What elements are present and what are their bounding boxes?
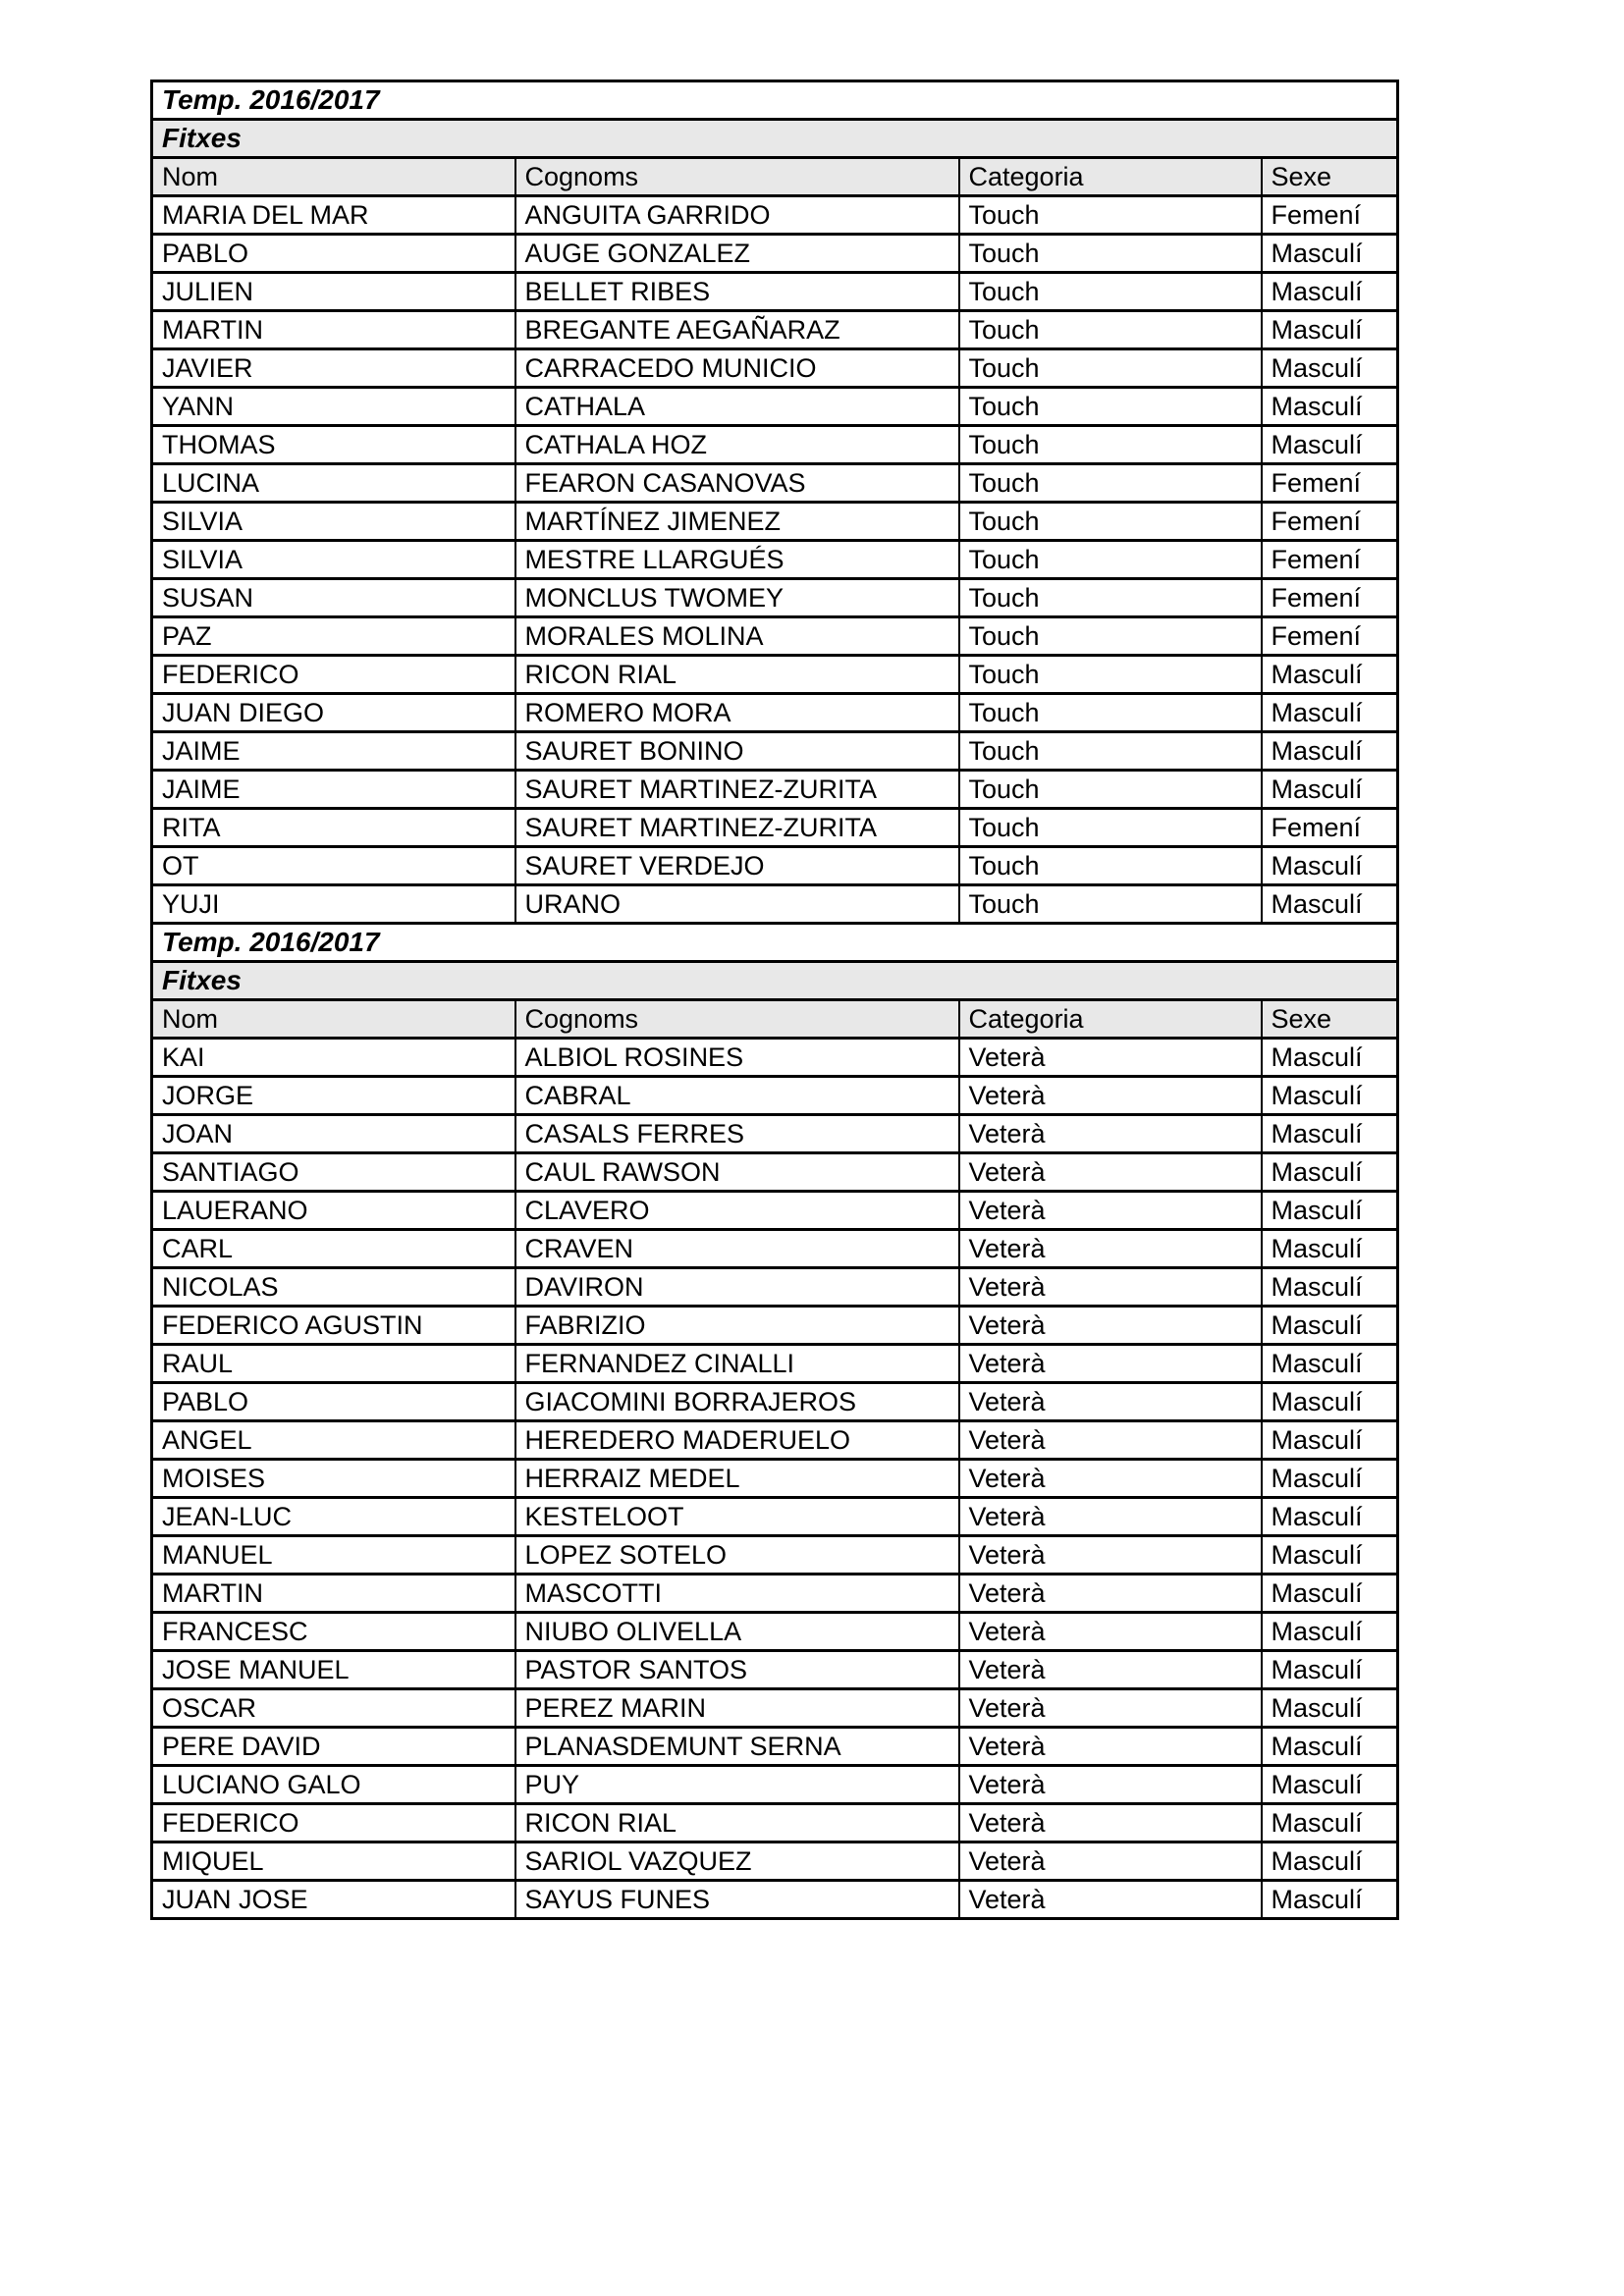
player-cognoms: ALBIOL ROSINES: [515, 1039, 959, 1077]
data-row: [152, 1613, 1398, 1651]
player-categoria: Veterà: [959, 1268, 1262, 1307]
player-categoria: Touch: [959, 694, 1262, 732]
player-sexe: Masculí: [1262, 656, 1398, 694]
player-cognoms: ANGUITA GARRIDO: [515, 196, 959, 235]
player-nom: OT: [152, 847, 515, 885]
player-categoria: Touch: [959, 196, 1262, 235]
player-cognoms: SAURET VERDEJO: [515, 847, 959, 885]
player-categoria: Touch: [959, 885, 1262, 924]
player-sexe: Masculí: [1262, 732, 1398, 771]
player-cognoms: PUY: [515, 1766, 959, 1804]
player-cognoms: SAURET MARTINEZ-ZURITA: [515, 771, 959, 809]
data-row: [152, 771, 1398, 809]
player-sexe: Masculí: [1262, 1498, 1398, 1536]
player-categoria: Touch: [959, 235, 1262, 273]
player-nom: LUCINA: [152, 464, 515, 503]
player-nom: OSCAR: [152, 1689, 515, 1728]
player-nom: MIQUEL: [152, 1842, 515, 1881]
player-categoria: Touch: [959, 809, 1262, 847]
season-row: [152, 924, 1398, 962]
player-sexe: Femení: [1262, 503, 1398, 541]
player-nom: PERE DAVID: [152, 1728, 515, 1766]
player-categoria: Veterà: [959, 1421, 1262, 1460]
player-nom: JOAN: [152, 1115, 515, 1153]
data-row: [152, 847, 1398, 885]
player-categoria: Veterà: [959, 1383, 1262, 1421]
player-nom: JUAN DIEGO: [152, 694, 515, 732]
data-row: [152, 809, 1398, 847]
player-nom: FEDERICO: [152, 1804, 515, 1842]
data-row: [152, 1881, 1398, 1919]
fitxes-table-body: [152, 81, 1398, 1919]
player-categoria: Veterà: [959, 1804, 1262, 1842]
player-nom: FEDERICO: [152, 656, 515, 694]
player-nom: SILVIA: [152, 541, 515, 579]
player-categoria: Touch: [959, 771, 1262, 809]
player-categoria: Touch: [959, 617, 1262, 656]
player-sexe: Masculí: [1262, 1460, 1398, 1498]
player-sexe: Masculí: [1262, 1881, 1398, 1919]
player-cognoms: KESTELOOT: [515, 1498, 959, 1536]
player-cognoms: SAURET BONINO: [515, 732, 959, 771]
player-cognoms: ROMERO MORA: [515, 694, 959, 732]
player-sexe: Masculí: [1262, 885, 1398, 924]
player-categoria: Veterà: [959, 1575, 1262, 1613]
player-categoria: Touch: [959, 388, 1262, 426]
fitxes-row: [152, 120, 1398, 158]
player-categoria: Touch: [959, 579, 1262, 617]
player-nom: MARTIN: [152, 1575, 515, 1613]
player-cognoms: BREGANTE AEGAÑARAZ: [515, 311, 959, 349]
player-cognoms: CASALS FERRES: [515, 1115, 959, 1153]
data-row: [152, 694, 1398, 732]
player-sexe: Masculí: [1262, 1689, 1398, 1728]
data-row: [152, 1651, 1398, 1689]
player-categoria: Touch: [959, 541, 1262, 579]
fitxes-row: [152, 962, 1398, 1000]
column-header-categoria: Categoria: [959, 158, 1262, 196]
player-categoria: Veterà: [959, 1613, 1262, 1651]
player-cognoms: RICON RIAL: [515, 656, 959, 694]
player-nom: FRANCESC: [152, 1613, 515, 1651]
column-header-categoria: Categoria: [959, 1000, 1262, 1039]
player-cognoms: BELLET RIBES: [515, 273, 959, 311]
player-sexe: Masculí: [1262, 1421, 1398, 1460]
player-sexe: Masculí: [1262, 1536, 1398, 1575]
player-sexe: Masculí: [1262, 1153, 1398, 1192]
column-header-sexe: Sexe: [1262, 1000, 1398, 1039]
player-sexe: Masculí: [1262, 388, 1398, 426]
player-cognoms: MASCOTTI: [515, 1575, 959, 1613]
player-nom: MARIA DEL MAR: [152, 196, 515, 235]
player-categoria: Veterà: [959, 1077, 1262, 1115]
player-cognoms: SARIOL VAZQUEZ: [515, 1842, 959, 1881]
data-row: [152, 541, 1398, 579]
player-sexe: Masculí: [1262, 1230, 1398, 1268]
player-sexe: Masculí: [1262, 1804, 1398, 1842]
data-row: [152, 1077, 1398, 1115]
player-categoria: Veterà: [959, 1345, 1262, 1383]
player-nom: PAZ: [152, 617, 515, 656]
data-row: [152, 1689, 1398, 1728]
player-categoria: Veterà: [959, 1766, 1262, 1804]
player-categoria: Veterà: [959, 1192, 1262, 1230]
player-sexe: Femení: [1262, 617, 1398, 656]
player-cognoms: FERNANDEZ CINALLI: [515, 1345, 959, 1383]
data-row: [152, 235, 1398, 273]
player-cognoms: GIACOMINI BORRAJEROS: [515, 1383, 959, 1421]
player-nom: MARTIN: [152, 311, 515, 349]
player-cognoms: SAURET MARTINEZ-ZURITA: [515, 809, 959, 847]
player-cognoms: PLANASDEMUNT SERNA: [515, 1728, 959, 1766]
data-row: [152, 1345, 1398, 1383]
column-header-cognoms: Cognoms: [515, 158, 959, 196]
data-row: [152, 1268, 1398, 1307]
player-categoria: Veterà: [959, 1307, 1262, 1345]
player-nom: RAUL: [152, 1345, 515, 1383]
data-row: [152, 1766, 1398, 1804]
data-row: [152, 311, 1398, 349]
player-categoria: Touch: [959, 311, 1262, 349]
data-row: [152, 1192, 1398, 1230]
season-label: Temp. 2016/2017: [152, 924, 1398, 962]
data-row: [152, 273, 1398, 311]
player-sexe: Masculí: [1262, 1651, 1398, 1689]
player-nom: JOSE MANUEL: [152, 1651, 515, 1689]
player-sexe: Masculí: [1262, 426, 1398, 464]
player-cognoms: MONCLUS TWOMEY: [515, 579, 959, 617]
player-sexe: Masculí: [1262, 1842, 1398, 1881]
player-sexe: Masculí: [1262, 1613, 1398, 1651]
player-sexe: Masculí: [1262, 771, 1398, 809]
data-row: [152, 1460, 1398, 1498]
player-nom: RITA: [152, 809, 515, 847]
data-row: [152, 196, 1398, 235]
player-categoria: Veterà: [959, 1536, 1262, 1575]
player-categoria: Touch: [959, 349, 1262, 388]
player-cognoms: MARTÍNEZ JIMENEZ: [515, 503, 959, 541]
column-header-nom: Nom: [152, 1000, 515, 1039]
player-sexe: Femení: [1262, 196, 1398, 235]
season-row: [152, 81, 1398, 120]
data-row: [152, 1842, 1398, 1881]
player-sexe: Masculí: [1262, 1039, 1398, 1077]
player-categoria: Touch: [959, 732, 1262, 771]
player-sexe: Femení: [1262, 464, 1398, 503]
player-cognoms: FABRIZIO: [515, 1307, 959, 1345]
player-cognoms: URANO: [515, 885, 959, 924]
player-categoria: Touch: [959, 426, 1262, 464]
player-sexe: Masculí: [1262, 311, 1398, 349]
data-row: [152, 617, 1398, 656]
player-categoria: Veterà: [959, 1651, 1262, 1689]
player-categoria: Veterà: [959, 1842, 1262, 1881]
season-label: Temp. 2016/2017: [152, 81, 1398, 120]
data-row: [152, 1575, 1398, 1613]
player-categoria: Touch: [959, 464, 1262, 503]
player-nom: CARL: [152, 1230, 515, 1268]
column-header-nom: Nom: [152, 158, 515, 196]
data-row: [152, 1307, 1398, 1345]
player-cognoms: NIUBO OLIVELLA: [515, 1613, 959, 1651]
player-nom: JULIEN: [152, 273, 515, 311]
player-cognoms: CRAVEN: [515, 1230, 959, 1268]
player-sexe: Masculí: [1262, 1766, 1398, 1804]
player-cognoms: LOPEZ SOTELO: [515, 1536, 959, 1575]
player-nom: SUSAN: [152, 579, 515, 617]
player-categoria: Veterà: [959, 1115, 1262, 1153]
player-nom: PABLO: [152, 235, 515, 273]
player-categoria: Veterà: [959, 1689, 1262, 1728]
player-sexe: Masculí: [1262, 1383, 1398, 1421]
data-row: [152, 656, 1398, 694]
player-categoria: Touch: [959, 273, 1262, 311]
player-sexe: Masculí: [1262, 1115, 1398, 1153]
player-sexe: Masculí: [1262, 349, 1398, 388]
player-nom: ANGEL: [152, 1421, 515, 1460]
player-nom: YANN: [152, 388, 515, 426]
player-categoria: Veterà: [959, 1153, 1262, 1192]
data-row: [152, 503, 1398, 541]
player-cognoms: RICON RIAL: [515, 1804, 959, 1842]
player-sexe: Masculí: [1262, 694, 1398, 732]
player-cognoms: CATHALA HOZ: [515, 426, 959, 464]
player-nom: MANUEL: [152, 1536, 515, 1575]
player-cognoms: CARRACEDO MUNICIO: [515, 349, 959, 388]
player-categoria: Touch: [959, 847, 1262, 885]
player-categoria: Veterà: [959, 1498, 1262, 1536]
data-row: [152, 1039, 1398, 1077]
player-nom: JUAN JOSE: [152, 1881, 515, 1919]
player-categoria: Veterà: [959, 1460, 1262, 1498]
player-cognoms: AUGE GONZALEZ: [515, 235, 959, 273]
data-row: [152, 579, 1398, 617]
player-sexe: Masculí: [1262, 1575, 1398, 1613]
section-label: Fitxes: [152, 962, 1398, 1000]
player-cognoms: PASTOR SANTOS: [515, 1651, 959, 1689]
data-row: [152, 1421, 1398, 1460]
player-categoria: Touch: [959, 503, 1262, 541]
data-row: [152, 1115, 1398, 1153]
player-sexe: Masculí: [1262, 847, 1398, 885]
player-sexe: Masculí: [1262, 1728, 1398, 1766]
data-row: [152, 885, 1398, 924]
player-cognoms: MORALES MOLINA: [515, 617, 959, 656]
player-nom: MOISES: [152, 1460, 515, 1498]
fitxes-table: [150, 80, 1399, 1920]
player-cognoms: CAUL RAWSON: [515, 1153, 959, 1192]
player-nom: FEDERICO AGUSTIN: [152, 1307, 515, 1345]
player-sexe: Femení: [1262, 541, 1398, 579]
player-nom: PABLO: [152, 1383, 515, 1421]
player-sexe: Masculí: [1262, 1345, 1398, 1383]
data-row: [152, 1153, 1398, 1192]
data-row: [152, 1804, 1398, 1842]
player-nom: JEAN-LUC: [152, 1498, 515, 1536]
player-nom: LUCIANO GALO: [152, 1766, 515, 1804]
data-row: [152, 464, 1398, 503]
data-row: [152, 1383, 1398, 1421]
colhead-row: [152, 1000, 1398, 1039]
player-cognoms: PEREZ MARIN: [515, 1689, 959, 1728]
player-sexe: Masculí: [1262, 273, 1398, 311]
player-nom: JAVIER: [152, 349, 515, 388]
player-sexe: Femení: [1262, 809, 1398, 847]
player-cognoms: FEARON CASANOVAS: [515, 464, 959, 503]
player-cognoms: SAYUS FUNES: [515, 1881, 959, 1919]
player-nom: JORGE: [152, 1077, 515, 1115]
player-sexe: Masculí: [1262, 1077, 1398, 1115]
player-sexe: Femení: [1262, 579, 1398, 617]
data-row: [152, 388, 1398, 426]
column-header-cognoms: Cognoms: [515, 1000, 959, 1039]
player-sexe: Masculí: [1262, 1307, 1398, 1345]
player-nom: YUJI: [152, 885, 515, 924]
player-sexe: Masculí: [1262, 1192, 1398, 1230]
data-row: [152, 1536, 1398, 1575]
player-cognoms: CABRAL: [515, 1077, 959, 1115]
player-nom: KAI: [152, 1039, 515, 1077]
player-cognoms: CLAVERO: [515, 1192, 959, 1230]
data-row: [152, 349, 1398, 388]
player-cognoms: HEREDERO MADERUELO: [515, 1421, 959, 1460]
colhead-row: [152, 158, 1398, 196]
player-nom: SANTIAGO: [152, 1153, 515, 1192]
data-row: [152, 1230, 1398, 1268]
player-cognoms: MESTRE LLARGUÉS: [515, 541, 959, 579]
player-nom: SILVIA: [152, 503, 515, 541]
player-sexe: Masculí: [1262, 1268, 1398, 1307]
section-label: Fitxes: [152, 120, 1398, 158]
player-nom: NICOLAS: [152, 1268, 515, 1307]
data-row: [152, 426, 1398, 464]
player-categoria: Veterà: [959, 1728, 1262, 1766]
player-nom: LAUERANO: [152, 1192, 515, 1230]
player-nom: JAIME: [152, 771, 515, 809]
data-row: [152, 1728, 1398, 1766]
player-categoria: Touch: [959, 656, 1262, 694]
player-categoria: Veterà: [959, 1230, 1262, 1268]
column-header-sexe: Sexe: [1262, 158, 1398, 196]
player-cognoms: CATHALA: [515, 388, 959, 426]
data-row: [152, 732, 1398, 771]
player-categoria: Veterà: [959, 1039, 1262, 1077]
player-cognoms: DAVIRON: [515, 1268, 959, 1307]
player-categoria: Veterà: [959, 1881, 1262, 1919]
player-cognoms: HERRAIZ MEDEL: [515, 1460, 959, 1498]
player-nom: JAIME: [152, 732, 515, 771]
data-row: [152, 1498, 1398, 1536]
player-nom: THOMAS: [152, 426, 515, 464]
player-sexe: Masculí: [1262, 235, 1398, 273]
